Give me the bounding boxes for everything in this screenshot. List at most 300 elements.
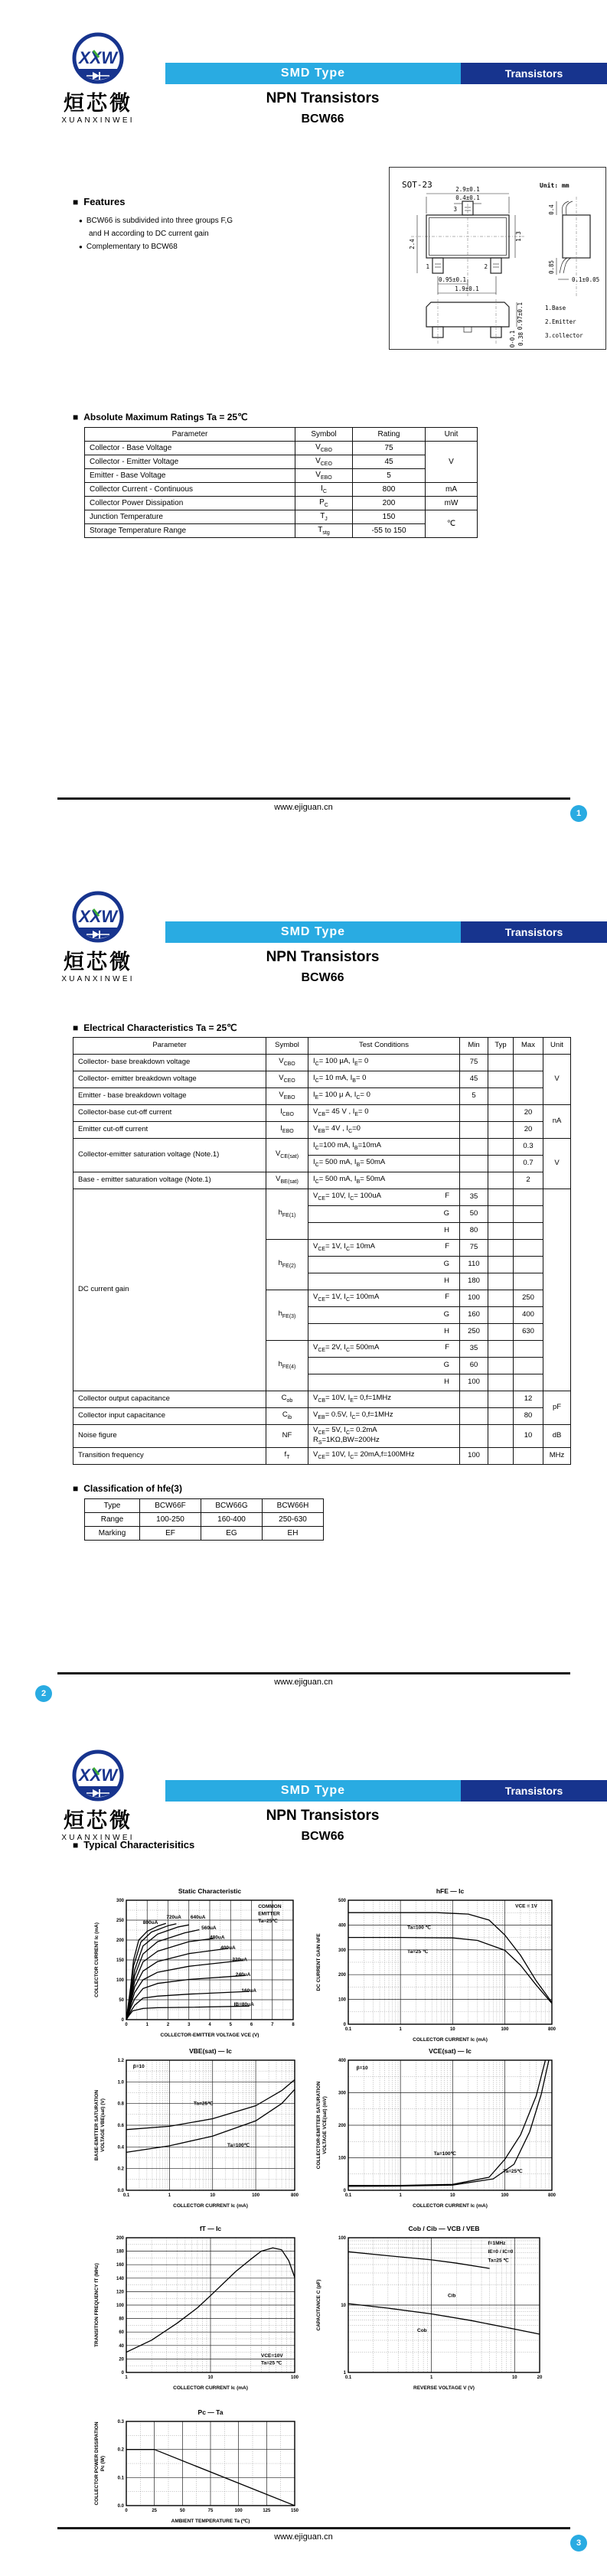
table-cell bbox=[460, 1391, 488, 1408]
svg-text:1: 1 bbox=[125, 2375, 128, 2380]
brand-name-en: XUANXINWEI bbox=[61, 116, 135, 125]
table-cell: 45 bbox=[460, 1071, 488, 1088]
table-cell: BCW66H bbox=[263, 1499, 324, 1513]
svg-text:8: 8 bbox=[292, 2023, 295, 2027]
svg-text:β=10: β=10 bbox=[356, 2065, 368, 2071]
svg-text:0.1: 0.1 bbox=[344, 2193, 352, 2198]
electrical-characteristics-table bbox=[73, 1037, 571, 1465]
svg-text:f=1MHz: f=1MHz bbox=[488, 2240, 506, 2246]
table-cell bbox=[488, 1425, 514, 1448]
svg-text:BASE-EMITTER SATURATION: BASE-EMITTER SATURATION bbox=[94, 2089, 100, 2161]
table-cell: Collector - Base Voltage bbox=[85, 442, 295, 455]
svg-text:DC CURRENT GAIN hFE: DC CURRENT GAIN hFE bbox=[316, 1933, 321, 1991]
table-cell: $V_{CE(sat)}$ bbox=[266, 1139, 308, 1172]
svg-text:COLLECTOR CURRENT Ic (mA): COLLECTOR CURRENT Ic (mA) bbox=[413, 2037, 488, 2043]
svg-text:2: 2 bbox=[484, 263, 488, 270]
page-1 bbox=[0, 0, 607, 859]
table-cell: $V_{CE}= 1V$, $I_C= 100mA$ F bbox=[308, 1290, 460, 1307]
table-cell: Storage Temperature Range bbox=[85, 524, 295, 538]
svg-text:Ta=25℃: Ta=25℃ bbox=[503, 2169, 523, 2175]
svg-text:VCE(sat) — Ic: VCE(sat) — Ic bbox=[429, 2047, 472, 2055]
table-cell: $P_C$ bbox=[295, 497, 353, 510]
svg-text:VOLTAGE VBE(sat) (V): VOLTAGE VBE(sat) (V) bbox=[100, 2098, 106, 2152]
svg-text:Ta=100℃: Ta=100℃ bbox=[433, 2151, 456, 2157]
table-cell: $V_{CE}= 10V$, $I_C= 20mA,f=100MHz$ bbox=[308, 1448, 460, 1465]
table-cell bbox=[488, 1122, 514, 1139]
table-cell: 75 bbox=[353, 442, 426, 455]
part-number: BCW66 bbox=[301, 112, 344, 126]
table-cell: Collector Current - Continuous bbox=[85, 483, 295, 497]
table-cell bbox=[488, 1139, 514, 1156]
column-header: Typ bbox=[488, 1038, 514, 1055]
table-cell: V bbox=[543, 1139, 571, 1189]
table-cell: 35 bbox=[460, 1341, 488, 1358]
chart-vce-sat-vs-ic bbox=[313, 2045, 564, 2215]
table-cell bbox=[514, 1341, 543, 1358]
table-cell: H bbox=[308, 1324, 460, 1341]
brand-name-en: XUANXINWEI bbox=[61, 1834, 135, 1842]
brand-logo bbox=[44, 889, 152, 983]
table-cell: 100 bbox=[460, 1448, 488, 1465]
svg-text:80: 80 bbox=[119, 2317, 124, 2322]
table-cell bbox=[543, 1189, 571, 1391]
table-cell: Transition frequency bbox=[73, 1448, 266, 1465]
svg-text:Cob / Cib — VCB / VEB: Cob / Cib — VCB / VEB bbox=[408, 2225, 480, 2232]
svg-text:0.1: 0.1 bbox=[122, 2193, 130, 2198]
table-cell: 800 bbox=[353, 483, 426, 497]
svg-text:1: 1 bbox=[168, 2193, 171, 2198]
table-cell: Emitter - base breakdown voltage bbox=[73, 1088, 266, 1105]
charts-area bbox=[0, 1717, 607, 2576]
svg-text:Static Characteristic: Static Characteristic bbox=[178, 1887, 242, 1895]
chart-ft-vs-ic bbox=[91, 2222, 307, 2397]
svg-text:0.2: 0.2 bbox=[117, 2167, 124, 2172]
svg-text:180: 180 bbox=[116, 2249, 124, 2255]
svg-text:4: 4 bbox=[208, 2023, 211, 2027]
svg-text:150: 150 bbox=[290, 2509, 299, 2513]
table-cell bbox=[488, 1448, 514, 1465]
smd-type-banner: SMD Type bbox=[165, 63, 461, 84]
svg-text:IE=0 / IC=0: IE=0 / IC=0 bbox=[488, 2249, 514, 2255]
svg-text:100: 100 bbox=[338, 2236, 346, 2241]
svg-text:50: 50 bbox=[119, 1998, 124, 2003]
table-cell: 5 bbox=[353, 469, 426, 483]
svg-text:1: 1 bbox=[399, 2193, 402, 2198]
svg-text:10: 10 bbox=[449, 2193, 455, 2198]
column-header: Symbol bbox=[266, 1038, 308, 1055]
svg-text:β=10: β=10 bbox=[132, 2064, 145, 2070]
table-cell: 250 bbox=[460, 1324, 488, 1341]
svg-text:COLLECTOR CURRENT Ic (mA): COLLECTOR CURRENT Ic (mA) bbox=[413, 2203, 488, 2209]
table-cell bbox=[488, 1290, 514, 1307]
table-cell bbox=[460, 1122, 488, 1139]
brand-name-en: XUANXINWEI bbox=[61, 975, 135, 983]
table-cell: dB bbox=[543, 1425, 571, 1448]
part-number: BCW66 bbox=[301, 971, 344, 984]
table-cell: $I_C=100$ mA, $I_B=10mA$ bbox=[308, 1139, 460, 1156]
table-cell: $V_{CE}= 2V$, $I_C= 500mA$ F bbox=[308, 1341, 460, 1358]
table-cell: 60 bbox=[460, 1358, 488, 1374]
svg-text:1: 1 bbox=[343, 2371, 346, 2375]
table-cell: $I_C= 100$ μA, $I_E= 0$ bbox=[308, 1055, 460, 1071]
table-cell: MHz bbox=[543, 1448, 571, 1465]
svg-text:2.9±0.1: 2.9±0.1 bbox=[455, 186, 480, 193]
table-cell: Collector-emitter saturation voltage (Note.1) bbox=[73, 1139, 266, 1172]
svg-text:300: 300 bbox=[338, 2091, 346, 2096]
svg-text:0.6: 0.6 bbox=[117, 2124, 124, 2128]
table-cell: $I_C= 10$ mA, $I_B= 0$ bbox=[308, 1071, 460, 1088]
svg-text:7: 7 bbox=[271, 2023, 274, 2027]
table-cell: 75 bbox=[460, 1240, 488, 1257]
table-cell bbox=[488, 1071, 514, 1088]
part-number: BCW66 bbox=[301, 1830, 344, 1843]
table-cell: NF bbox=[266, 1425, 308, 1448]
table-cell bbox=[514, 1206, 543, 1223]
footer-divider bbox=[57, 1672, 570, 1674]
svg-text:100: 100 bbox=[252, 2193, 260, 2198]
footer-divider bbox=[57, 797, 570, 800]
logo-icon bbox=[70, 31, 126, 87]
svg-text:3: 3 bbox=[453, 206, 457, 213]
table-cell: 160 bbox=[460, 1307, 488, 1324]
table-cell: 80 bbox=[514, 1408, 543, 1425]
footer-url: www.ejiguan.cn bbox=[274, 803, 333, 812]
table-cell bbox=[460, 1172, 488, 1189]
table-cell: pF bbox=[543, 1391, 571, 1425]
table-cell: $V_{CB}= 10V$, $I_E= 0,f=1MHz$ bbox=[308, 1391, 460, 1408]
table-cell: $I_C= 500$ mA, $I_B= 50mA$ bbox=[308, 1172, 460, 1189]
table-cell: Collector- base breakdown voltage bbox=[73, 1055, 266, 1071]
page-2 bbox=[0, 859, 607, 1717]
table-cell: 75 bbox=[460, 1055, 488, 1071]
svg-text:10: 10 bbox=[210, 2193, 216, 2198]
table-cell: V bbox=[426, 442, 478, 483]
svg-text:240uA: 240uA bbox=[235, 1972, 251, 1978]
svg-text:0: 0 bbox=[343, 2189, 346, 2193]
table-cell: G bbox=[308, 1257, 460, 1273]
table-cell bbox=[488, 1358, 514, 1374]
svg-text:0.1: 0.1 bbox=[344, 2375, 352, 2380]
svg-text:100: 100 bbox=[116, 2304, 124, 2308]
smd-type-banner: SMD Type bbox=[165, 921, 461, 943]
table-cell: 100 bbox=[460, 1374, 488, 1391]
table-cell: 20 bbox=[514, 1122, 543, 1139]
table-cell: 50 bbox=[460, 1206, 488, 1223]
chart-vbe-sat-vs-ic bbox=[91, 2045, 307, 2215]
table-cell bbox=[488, 1273, 514, 1290]
brand-logo bbox=[44, 31, 152, 125]
page-number-badge: 1 bbox=[570, 805, 587, 822]
svg-text:160uA: 160uA bbox=[241, 1988, 256, 1994]
table-cell: H bbox=[308, 1273, 460, 1290]
table-cell: $I_C= 500$ mA, $I_B= 50mA$ bbox=[308, 1156, 460, 1172]
table-cell bbox=[488, 1189, 514, 1206]
table-cell: Junction Temperature bbox=[85, 510, 295, 524]
svg-text:400uA: 400uA bbox=[220, 1945, 236, 1951]
table-cell: $C_{ob}$ bbox=[266, 1391, 308, 1408]
table-cell bbox=[488, 1240, 514, 1257]
table-cell: Collector Power Dissipation bbox=[85, 497, 295, 510]
table-cell: 150 bbox=[353, 510, 426, 524]
svg-text:200: 200 bbox=[116, 1939, 124, 1943]
pin2-label: 2.Emitter bbox=[545, 318, 576, 325]
table-cell: $V_{CBO}$ bbox=[266, 1055, 308, 1071]
abs-max-title: ■ Absolute Maximum Ratings Ta = 25℃ bbox=[73, 412, 248, 422]
svg-text:6: 6 bbox=[250, 2023, 253, 2027]
svg-text:250: 250 bbox=[116, 1919, 124, 1923]
table-cell: 250-630 bbox=[263, 1513, 324, 1527]
svg-text:0.0: 0.0 bbox=[117, 2504, 124, 2509]
svg-text:1: 1 bbox=[426, 263, 429, 270]
svg-text:40: 40 bbox=[119, 2343, 124, 2349]
svg-text:COLLECTOR-EMITTER SATURATION: COLLECTOR-EMITTER SATURATION bbox=[316, 2081, 321, 2170]
table-cell: G bbox=[308, 1307, 460, 1324]
table-cell: $V_{EB}= 4V$ , $I_C=0$ bbox=[308, 1122, 460, 1139]
table-cell: ℃ bbox=[426, 510, 478, 538]
table-cell bbox=[488, 1156, 514, 1172]
table-cell bbox=[488, 1172, 514, 1189]
svg-text:480uA: 480uA bbox=[210, 1935, 225, 1941]
table-cell bbox=[488, 1341, 514, 1358]
table-cell bbox=[514, 1240, 543, 1257]
svg-text:400: 400 bbox=[338, 1923, 346, 1929]
table-cell bbox=[488, 1324, 514, 1341]
table-cell: $h_{FE(4)}$ bbox=[266, 1341, 308, 1391]
table-cell: 35 bbox=[460, 1189, 488, 1206]
table-cell bbox=[488, 1391, 514, 1408]
chart-capacitance-vs-voltage bbox=[313, 2222, 552, 2397]
svg-text:1.3: 1.3 bbox=[515, 231, 522, 242]
transistors-banner: Transistors bbox=[461, 63, 607, 84]
svg-text:0: 0 bbox=[125, 2509, 128, 2513]
table-cell: Base - emitter saturation voltage (Note.1) bbox=[73, 1172, 266, 1189]
column-header: Unit bbox=[543, 1038, 571, 1055]
svg-text:1: 1 bbox=[399, 2027, 402, 2032]
table-cell: $V_{EBO}$ bbox=[266, 1088, 308, 1105]
svg-text:AMBIENT TEMPERATURE Ta (℃): AMBIENT TEMPERATURE Ta (℃) bbox=[171, 2519, 250, 2524]
page-number-badge: 2 bbox=[35, 1685, 52, 1702]
svg-text:0.3: 0.3 bbox=[117, 2420, 124, 2424]
column-header: Min bbox=[460, 1038, 488, 1055]
chart-hfe-vs-ic bbox=[313, 1885, 564, 2049]
table-cell: EF bbox=[140, 1527, 201, 1541]
svg-text:0-0.1: 0-0.1 bbox=[509, 330, 516, 348]
svg-text:XXW: XXW bbox=[78, 48, 118, 67]
svg-text:Ta=100℃: Ta=100℃ bbox=[227, 2143, 250, 2149]
table-cell bbox=[514, 1088, 543, 1105]
svg-text:200: 200 bbox=[116, 2236, 124, 2241]
svg-text:0.1: 0.1 bbox=[344, 2027, 352, 2032]
table-cell bbox=[514, 1223, 543, 1240]
svg-text:100: 100 bbox=[116, 1978, 124, 1983]
table-cell bbox=[488, 1088, 514, 1105]
svg-text:120: 120 bbox=[116, 2290, 124, 2295]
svg-text:IB=80uA: IB=80uA bbox=[233, 2002, 254, 2008]
feature-item: ● BCW66 is subdivided into three groups F,G bbox=[79, 214, 233, 227]
table-cell: Marking bbox=[85, 1527, 140, 1541]
table-cell: 160-400 bbox=[201, 1513, 263, 1527]
chart-pc-vs-ta bbox=[91, 2406, 307, 2530]
svg-text:25: 25 bbox=[152, 2509, 158, 2513]
svg-text:100: 100 bbox=[234, 2509, 243, 2513]
table-cell: Collector - Emitter Voltage bbox=[85, 455, 295, 469]
svg-text:1: 1 bbox=[429, 2375, 433, 2380]
svg-text:2: 2 bbox=[166, 2023, 170, 2027]
svg-text:640uA: 640uA bbox=[190, 1915, 206, 1921]
svg-text:300: 300 bbox=[338, 1948, 346, 1953]
table-cell: EH bbox=[263, 1527, 324, 1541]
table-cell: Collector input capacitance bbox=[73, 1408, 266, 1425]
table-cell: $I_C$ bbox=[295, 483, 353, 497]
features-title: ■ Features bbox=[73, 196, 125, 207]
table-cell bbox=[488, 1257, 514, 1273]
column-header: Symbol bbox=[295, 428, 353, 442]
svg-text:Ta=25 ℃: Ta=25 ℃ bbox=[488, 2258, 509, 2264]
table-cell: $f_T$ bbox=[266, 1448, 308, 1465]
svg-text:COLLECTOR CURRENT Ic (mA): COLLECTOR CURRENT Ic (mA) bbox=[173, 2203, 248, 2209]
chart-static-characteristic bbox=[91, 1885, 305, 2044]
svg-text:140: 140 bbox=[116, 2276, 124, 2281]
svg-text:20: 20 bbox=[537, 2375, 543, 2380]
pin3-label: 3.collector bbox=[545, 332, 583, 339]
svg-text:0.95±0.1: 0.95±0.1 bbox=[438, 276, 467, 283]
svg-text:COLLECTOR-EMITTER VOLTAGE VC: COLLECTOR-EMITTER VOLTAGE VCE (V) bbox=[160, 2033, 259, 2038]
svg-text:60: 60 bbox=[119, 2330, 124, 2336]
svg-text:125: 125 bbox=[263, 2509, 271, 2513]
svg-text:0: 0 bbox=[121, 2371, 124, 2375]
table-cell: $T_J$ bbox=[295, 510, 353, 524]
transistors-banner: Transistors bbox=[461, 921, 607, 943]
svg-text:0.1: 0.1 bbox=[117, 2476, 124, 2481]
abs-max-table-box bbox=[84, 427, 478, 538]
svg-text:Ta=25℃: Ta=25℃ bbox=[194, 2101, 214, 2107]
table-cell bbox=[460, 1408, 488, 1425]
svg-text:100: 100 bbox=[501, 2193, 509, 2198]
svg-text:5: 5 bbox=[229, 2023, 232, 2027]
svg-text:0.97±0.1: 0.97±0.1 bbox=[517, 302, 524, 331]
svg-text:Ta=25 ℃: Ta=25 ℃ bbox=[407, 1948, 429, 1955]
table-cell: 100-250 bbox=[140, 1513, 201, 1527]
table-cell: 45 bbox=[353, 455, 426, 469]
table-cell bbox=[488, 1307, 514, 1324]
svg-text:10: 10 bbox=[341, 2304, 346, 2308]
table-cell: 400 bbox=[514, 1307, 543, 1324]
svg-text:1.2: 1.2 bbox=[117, 2059, 124, 2063]
table-cell bbox=[460, 1156, 488, 1172]
table-cell bbox=[514, 1358, 543, 1374]
table-cell: $C_{ib}$ bbox=[266, 1408, 308, 1425]
feature-item-cont: and H according to DC current gain bbox=[89, 230, 209, 238]
svg-text:Pc (W): Pc (W) bbox=[100, 2455, 106, 2472]
table-cell: Range bbox=[85, 1513, 140, 1527]
svg-text:VCE = 1V: VCE = 1V bbox=[515, 1903, 537, 1909]
svg-text:0.0: 0.0 bbox=[117, 2189, 124, 2193]
table-cell: mW bbox=[426, 497, 478, 510]
table-cell bbox=[514, 1374, 543, 1391]
table-cell: BCW66F bbox=[140, 1499, 201, 1513]
package-drawing bbox=[389, 167, 606, 350]
table-cell bbox=[460, 1139, 488, 1156]
svg-text:COLLECTOR CURRENT Ic (mA): COLLECTOR CURRENT Ic (mA) bbox=[94, 1922, 100, 1997]
svg-text:100: 100 bbox=[338, 2156, 346, 2161]
table-cell: -55 to 150 bbox=[353, 524, 426, 538]
table-cell: $I_{EBO}$ bbox=[266, 1122, 308, 1139]
smd-type-banner: SMD Type bbox=[165, 1780, 461, 1802]
hfe-classification-table bbox=[84, 1498, 324, 1541]
svg-text:320uA: 320uA bbox=[232, 1957, 247, 1963]
svg-text:0: 0 bbox=[121, 2018, 124, 2023]
table-cell: Noise figure bbox=[73, 1425, 266, 1448]
svg-text:EMITTER: EMITTER bbox=[258, 1911, 280, 1917]
svg-text:150: 150 bbox=[116, 1958, 124, 1963]
svg-text:Pc — Ta: Pc — Ta bbox=[197, 2408, 224, 2416]
svg-text:0: 0 bbox=[125, 2023, 128, 2027]
svg-text:Ta=100 ℃: Ta=100 ℃ bbox=[407, 1925, 431, 1931]
svg-text:100: 100 bbox=[501, 2027, 509, 2032]
table-cell: Collector-base cut-off current bbox=[73, 1105, 266, 1122]
svg-text:hFE — Ic: hFE — Ic bbox=[436, 1887, 465, 1895]
svg-text:CAPACITANCE C (pF): CAPACITANCE C (pF) bbox=[316, 2279, 321, 2331]
svg-text:800: 800 bbox=[547, 2193, 556, 2198]
table-cell bbox=[488, 1105, 514, 1122]
column-header: Parameter bbox=[85, 428, 295, 442]
feature-item: ● Complementary to BCW68 bbox=[79, 240, 233, 253]
svg-text:200: 200 bbox=[338, 2124, 346, 2128]
svg-text:COMMON: COMMON bbox=[258, 1904, 282, 1910]
svg-text:fT — Ic: fT — Ic bbox=[199, 2225, 222, 2232]
table-cell: Collector- emitter breakdown voltage bbox=[73, 1071, 266, 1088]
svg-text:Ta=25℃: Ta=25℃ bbox=[258, 1918, 278, 1924]
svg-text:500: 500 bbox=[338, 1899, 346, 1903]
table-cell: mA bbox=[426, 483, 478, 497]
table-cell: 0.7 bbox=[514, 1156, 543, 1172]
svg-text:Ta=25 ℃: Ta=25 ℃ bbox=[261, 2360, 282, 2366]
table-cell: Collector output capacitance bbox=[73, 1391, 266, 1408]
table-cell: 0.3 bbox=[514, 1139, 543, 1156]
svg-text:COLLECTOR CURRENT Ic (mA): COLLECTOR CURRENT Ic (mA) bbox=[173, 2385, 248, 2391]
column-header: Test Conditions bbox=[308, 1038, 460, 1055]
table-cell: 200 bbox=[353, 497, 426, 510]
table-cell: 630 bbox=[514, 1324, 543, 1341]
svg-text:50: 50 bbox=[179, 2509, 185, 2513]
brand-name-cn: 烜芯微 bbox=[64, 92, 132, 116]
svg-text:1.9±0.1: 1.9±0.1 bbox=[455, 285, 479, 292]
table-cell: $V_{EB}= 0.5V$, $I_C= 0,f=1MHz$ bbox=[308, 1408, 460, 1425]
doc-title: NPN Transistors bbox=[266, 90, 380, 106]
table-cell: DC current gain bbox=[73, 1189, 266, 1391]
svg-text:100: 100 bbox=[338, 1997, 346, 2003]
svg-text:REVERSE VOLTAGE V (V): REVERSE VOLTAGE V (V) bbox=[413, 2385, 475, 2391]
svg-text:560uA: 560uA bbox=[201, 1925, 217, 1932]
table-cell: H bbox=[308, 1374, 460, 1391]
table-cell bbox=[460, 1105, 488, 1122]
table-cell bbox=[514, 1055, 543, 1071]
column-header: Unit bbox=[426, 428, 478, 442]
svg-text:800: 800 bbox=[290, 2193, 299, 2198]
table-cell: $I_E= 100$ μ A, $I_C= 0$ bbox=[308, 1088, 460, 1105]
brand-name-cn: 烜芯微 bbox=[64, 1809, 132, 1833]
doc-title: NPN Transistors bbox=[266, 949, 380, 965]
elec-char-title: ■ Electrical Characteristics Ta = 25℃ bbox=[73, 1022, 237, 1033]
svg-text:TRANSITION FREQUENCY fT (M: TRANSITION FREQUENCY fT (MHz) bbox=[94, 2263, 100, 2347]
svg-text:10: 10 bbox=[207, 2375, 214, 2380]
table-cell: Emitter cut-off current bbox=[73, 1122, 266, 1139]
table-cell bbox=[514, 1257, 543, 1273]
table-cell: nA bbox=[543, 1105, 571, 1139]
table-cell: $V_{CEO}$ bbox=[266, 1071, 308, 1088]
svg-text:VCE=10V: VCE=10V bbox=[261, 2353, 283, 2359]
unit-label: Unit: mm bbox=[540, 182, 569, 189]
